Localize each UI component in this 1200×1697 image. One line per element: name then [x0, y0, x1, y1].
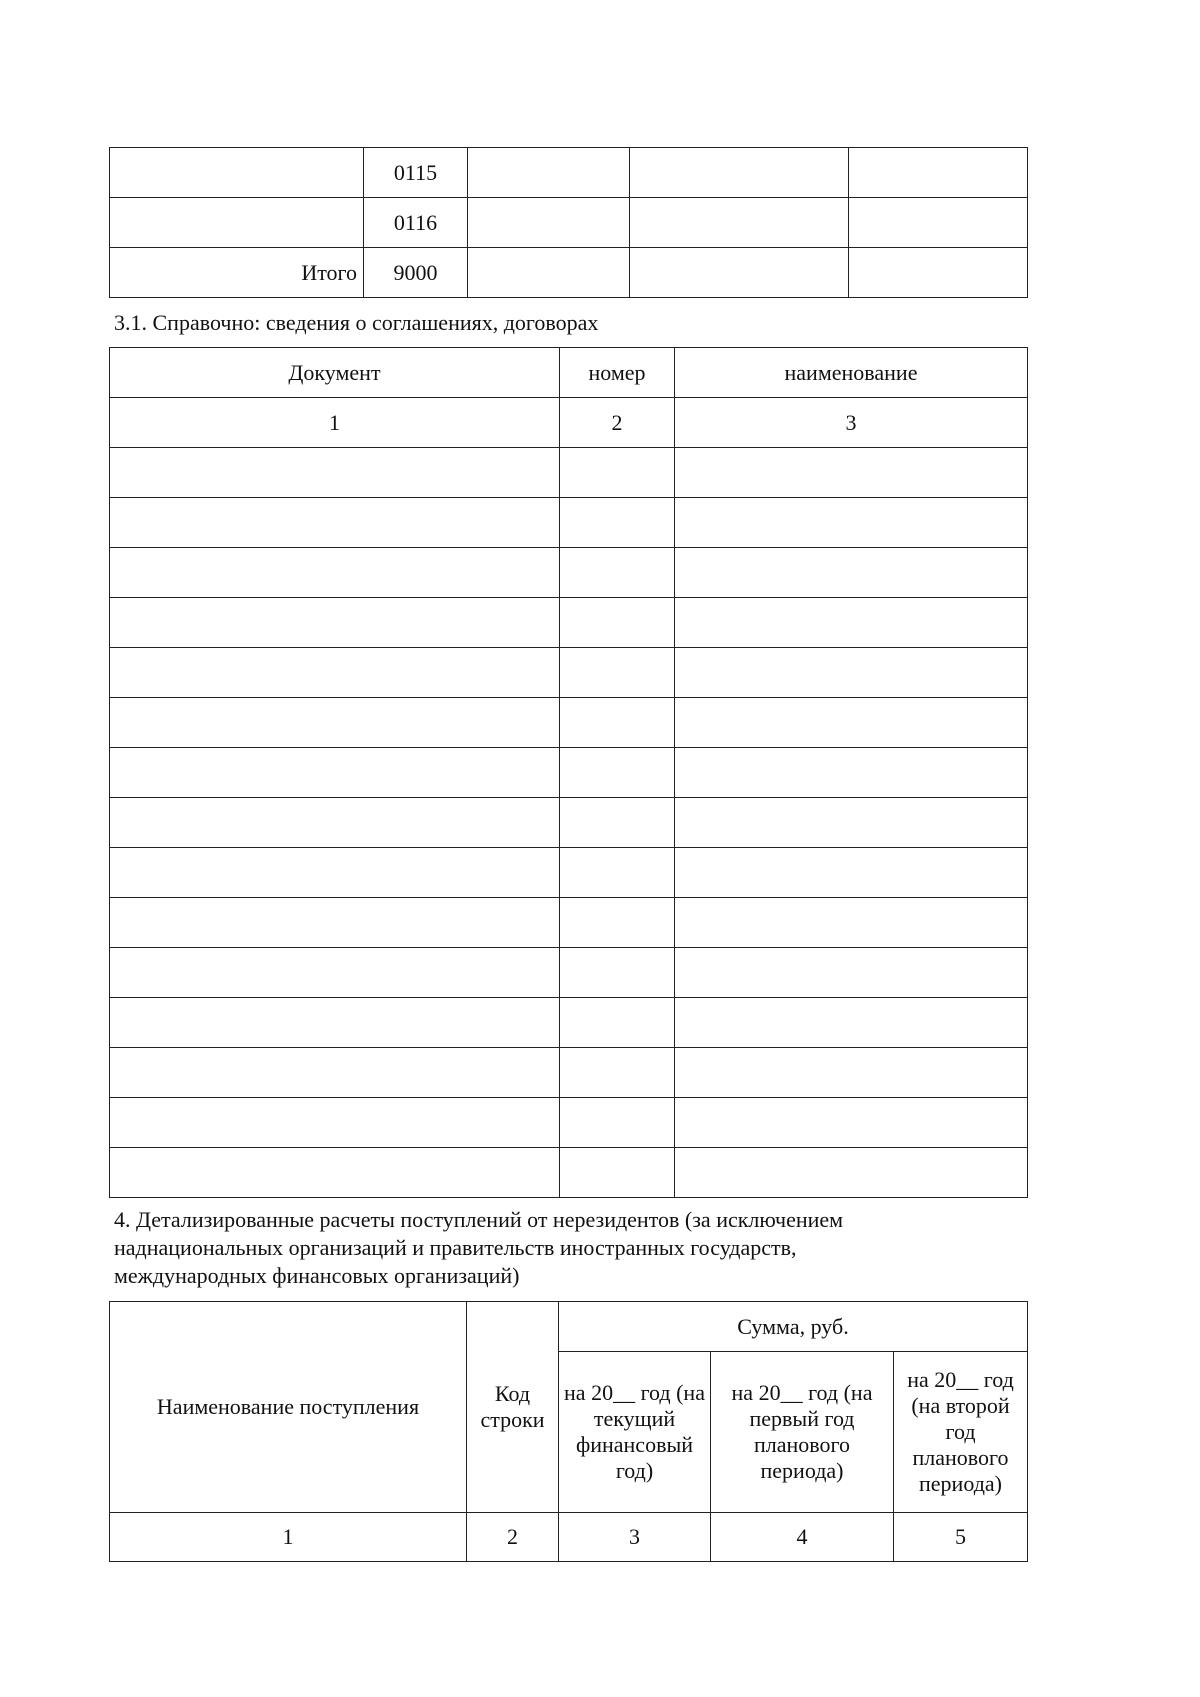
empty-cell — [110, 798, 560, 848]
empty-cell — [560, 1048, 675, 1098]
table-row — [110, 1098, 1028, 1148]
table-row — [110, 1048, 1028, 1098]
table-row — [110, 498, 1028, 548]
column-numbers-row — [110, 1513, 1028, 1562]
row-label — [110, 148, 364, 198]
table-row — [110, 198, 1028, 248]
table-row — [110, 898, 1028, 948]
empty-cell — [110, 898, 560, 948]
value-cell — [630, 148, 849, 198]
section-4-title — [114, 1206, 843, 1290]
section-4-title-line: 4. Детализированные расчеты поступлений от нерезидентов (за исключением — [114, 1207, 844, 1232]
table-row — [110, 598, 1028, 648]
empty-cell — [560, 898, 675, 948]
col-number: 1 — [110, 1513, 467, 1562]
empty-cell — [110, 748, 560, 798]
col-header-name: наименование — [675, 348, 1028, 398]
agreements-body — [110, 448, 1028, 1198]
empty-cell — [110, 598, 560, 648]
col-number: 4 — [711, 1513, 894, 1562]
empty-cell — [675, 848, 1028, 898]
section-4-title-line: международных финансовых организаций) — [114, 1263, 520, 1288]
nonresident-receipts-table — [109, 1301, 1028, 1562]
table-row — [110, 1148, 1028, 1198]
table-row — [110, 148, 1028, 198]
col-header-current-year: на 20__ год (на текущий финансовый год) — [559, 1352, 711, 1513]
value-cell — [849, 148, 1028, 198]
empty-cell — [675, 798, 1028, 848]
empty-cell — [560, 1148, 675, 1198]
value-cell — [630, 248, 849, 298]
empty-cell — [560, 648, 675, 698]
col-number: 2 — [467, 1513, 559, 1562]
empty-cell — [675, 698, 1028, 748]
col-header-number: номер — [560, 348, 675, 398]
empty-cell — [675, 648, 1028, 698]
header-row — [110, 1302, 1028, 1352]
value-cell — [849, 248, 1028, 298]
empty-cell — [675, 548, 1028, 598]
empty-cell — [110, 648, 560, 698]
col-number: 1 — [110, 398, 560, 448]
empty-cell — [110, 1098, 560, 1148]
empty-cell — [560, 598, 675, 648]
empty-cell — [675, 998, 1028, 1048]
row-code: 0115 — [364, 148, 468, 198]
empty-cell — [110, 448, 560, 498]
row-code: 9000 — [364, 248, 468, 298]
empty-cell — [110, 498, 560, 548]
section-4-title-line: наднациональных организаций и правительств иностранных государств, — [114, 1235, 797, 1260]
col-number: 3 — [675, 398, 1028, 448]
empty-cell — [560, 848, 675, 898]
col-header-document: Документ — [110, 348, 560, 398]
value-cell — [849, 198, 1028, 248]
empty-cell — [675, 1098, 1028, 1148]
row-code: 0116 — [364, 198, 468, 248]
table-row — [110, 698, 1028, 748]
empty-cell — [675, 1048, 1028, 1098]
table-row — [110, 448, 1028, 498]
agreements-table — [109, 347, 1028, 1198]
col-number: 5 — [894, 1513, 1028, 1562]
empty-cell — [110, 848, 560, 898]
empty-cell — [675, 1148, 1028, 1198]
empty-cell — [675, 898, 1028, 948]
value-cell — [468, 148, 630, 198]
empty-cell — [110, 948, 560, 998]
empty-cell — [110, 698, 560, 748]
col-number: 3 — [559, 1513, 711, 1562]
empty-cell — [675, 498, 1028, 548]
empty-cell — [675, 598, 1028, 648]
table-row — [110, 948, 1028, 998]
col-number: 2 — [560, 398, 675, 448]
empty-cell — [560, 748, 675, 798]
empty-cell — [560, 1098, 675, 1148]
table-row — [110, 998, 1028, 1048]
table-row — [110, 848, 1028, 898]
value-cell — [468, 248, 630, 298]
row-label — [110, 198, 364, 248]
empty-cell — [560, 998, 675, 1048]
empty-cell — [675, 748, 1028, 798]
col-header-receipt-name: Наименование поступления — [110, 1302, 467, 1513]
table-row — [110, 248, 1028, 298]
continuation-table — [109, 147, 1028, 298]
table-row — [110, 798, 1028, 848]
empty-cell — [560, 548, 675, 598]
empty-cell — [560, 948, 675, 998]
empty-cell — [560, 498, 675, 548]
col-header-second-plan-year: на 20__ год (на второй год планового периода) — [894, 1352, 1028, 1513]
col-header-line-code: Код строки — [467, 1302, 559, 1513]
section-3-1-title: 3.1. Справочно: сведения о соглашениях, договорах — [114, 310, 599, 335]
value-cell — [468, 198, 630, 248]
value-cell — [630, 198, 849, 248]
col-header-first-plan-year: на 20__ год (на первый год планового периода) — [711, 1352, 894, 1513]
empty-cell — [110, 548, 560, 598]
empty-cell — [675, 448, 1028, 498]
empty-cell — [560, 798, 675, 848]
row-label: Итого — [110, 248, 364, 298]
table-row — [110, 648, 1028, 698]
empty-cell — [110, 1148, 560, 1198]
column-numbers-row — [110, 398, 1028, 448]
table-row — [110, 748, 1028, 798]
empty-cell — [560, 448, 675, 498]
empty-cell — [110, 998, 560, 1048]
empty-cell — [560, 698, 675, 748]
empty-cell — [110, 1048, 560, 1098]
col-header-sum: Сумма, руб. — [559, 1302, 1028, 1352]
table-row — [110, 548, 1028, 598]
empty-cell — [675, 948, 1028, 998]
header-row — [110, 348, 1028, 398]
